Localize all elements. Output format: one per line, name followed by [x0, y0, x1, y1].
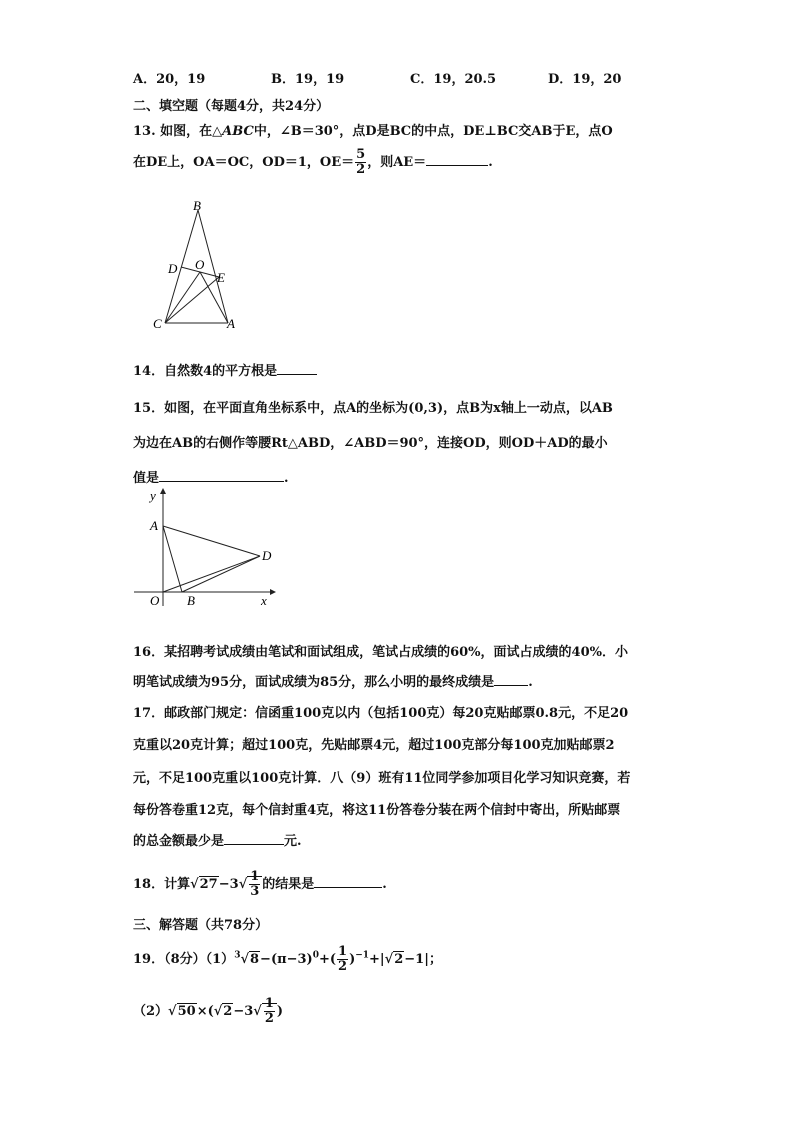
label-x: x: [261, 593, 267, 608]
q16-line2-text: 明笔试成绩为95分，面试成绩为85分，那么小明的最终成绩是: [133, 675, 495, 690]
label-o: O: [195, 257, 205, 272]
q15-answer-blank[interactable]: [159, 469, 284, 482]
q17-line1: 17．邮政部门规定：信函重100克以内（包括100克）每20克贴邮票0.8元，不足20: [133, 706, 629, 721]
q14-text: 14．自然数4的平方根是: [133, 364, 278, 379]
q13-line2-text: 在DE上，OA＝OC，OD＝1，OE＝: [133, 155, 355, 170]
q16-line1: 16．某招聘考试成绩由笔试和面试组成，笔试占成绩的60%，面试占成绩的40%．小: [133, 645, 628, 660]
q15-line1: 15．如图，在平面直角坐标系中，点A的坐标为(0,3)，点B为x轴上一动点，以AB: [133, 401, 613, 416]
label-b: B: [193, 198, 201, 213]
q18-sqrt27: √27: [190, 877, 218, 892]
q19-sqrt50: √50: [168, 1004, 196, 1019]
q19-minus3b: −3: [233, 1004, 254, 1019]
option-c: C．19，20.5: [410, 72, 497, 87]
q13-line2: 在DE上，OA＝OC，OD＝1，OE＝ $\frac{5}{2}$ ，则AE＝ .: [133, 147, 493, 177]
q19-frac2-num: 1: [264, 996, 274, 1011]
q19-frac2: [264, 997, 275, 1026]
q17-line5: [133, 830, 302, 849]
q19-half-num: 1: [338, 944, 348, 959]
q18-frac-den: 3: [250, 884, 260, 899]
x-axis-arrow: [270, 589, 276, 595]
option-a: A．20，19: [133, 72, 206, 87]
q13-frac-num: 5: [356, 147, 366, 162]
q19-close-paren: ): [349, 952, 356, 967]
q13-abc: ABC: [222, 124, 254, 139]
q19-sqrt-frac2: √ $\frac{1}{2}$: [253, 1003, 277, 1019]
label-d: D: [262, 548, 272, 563]
q18-fraction: [249, 870, 260, 899]
q13-text-b: 中，∠B＝30°，点D是BC的中点，DE⊥BC交AB于E，点O: [253, 124, 613, 139]
label-b: B: [187, 593, 195, 608]
q19-part1-mid: −(π−3): [260, 952, 313, 967]
q15-line3-text: 值是: [133, 471, 160, 486]
q19-part1: 19．（8分）$(1)^3√8-(\pi-3)^0+$( $\frac{1}{2}$ )$^{-1}$+|√2−1|；: [133, 944, 442, 974]
q13-fraction: [355, 148, 366, 177]
q19-times: ×(: [196, 1004, 214, 1019]
q17-line4: 每份答卷重12克，每个信封重4克，将这11份答卷分装在两个信封中寄出，所贴邮票: [133, 803, 621, 818]
q15-coordinate-figure: [130, 488, 280, 613]
q16-answer-blank[interactable]: [494, 673, 528, 686]
label-e: E: [217, 270, 225, 285]
q19-label: 19．（8分）（1）: [133, 952, 235, 967]
section-2-heading: 二、填空题（每题4分，共24分）: [133, 99, 330, 114]
q18-minus3: −3: [218, 877, 239, 892]
q13-line2-end: ，则AE＝: [367, 155, 427, 170]
q18-sqrt-frac-body: [247, 869, 262, 899]
q14-answer-blank[interactable]: [277, 362, 317, 375]
q14: [133, 360, 317, 379]
q19-abs-minus: −1: [404, 952, 425, 967]
q19-cube-index: 3: [234, 950, 241, 961]
label-a: A: [227, 316, 235, 331]
q19-cube-radicand: 8: [250, 952, 260, 967]
q18-suffix: 的结果是: [262, 877, 315, 892]
option-b: B．19，19: [271, 72, 345, 87]
q19-plus: +(: [318, 952, 337, 967]
label-y: y: [150, 488, 156, 503]
q19-semicolon: ；: [428, 952, 442, 967]
label-c: C: [153, 316, 162, 331]
label-d: D: [168, 261, 178, 276]
q15-line3: 值是 .: [133, 471, 289, 486]
q18-answer-blank[interactable]: [314, 875, 382, 888]
segment-ad: [163, 526, 260, 556]
q19-sqrt-frac2-body: [262, 996, 277, 1026]
q18-frac-num: 1: [250, 869, 260, 884]
q13-text-a: 如图，在△: [160, 124, 223, 139]
section-3-heading: 三、解答题（共78分）: [133, 918, 269, 933]
q19-cube-root: √8: [240, 952, 260, 967]
label-o: O: [150, 593, 160, 608]
segment-od: [163, 556, 260, 592]
q19-sqrt50-radicand: 50: [177, 1004, 196, 1019]
q13-triangle-figure: [150, 198, 245, 333]
q17-line3: 元，不足100克重以100克计算．八（9）班有11位同学参加项目化学习知识竞赛，若: [133, 771, 631, 786]
q18-sqrt-frac: √ $\frac{1}{3}$: [239, 876, 263, 892]
q17-line5-text: 的总金额最少是: [133, 834, 225, 849]
q18: 18．计算√27−3√ $\frac{1}{3}$ 的结果是 .: [133, 869, 387, 899]
q13-answer-blank[interactable]: [426, 153, 488, 166]
q19-exp0: 0: [312, 950, 319, 961]
q19-sqrt2: √2: [213, 1004, 233, 1019]
q19-half: [337, 945, 348, 974]
option-d: D．19，20: [548, 72, 622, 87]
q19-abs-radicand: 2: [394, 952, 404, 967]
q19-exp-neg1: −1: [355, 950, 370, 961]
q19-sqrt2-radicand: 2: [223, 1004, 233, 1019]
q17-line2: 克重以20克计算；超过100克，先贴邮票4元，超过100克部分每100克加贴邮票2: [133, 738, 615, 753]
q19-frac2-den: 2: [264, 1011, 274, 1026]
q18-prefix: 18．计算: [133, 877, 191, 892]
segment-bd: [182, 556, 260, 592]
q13-frac-den: 2: [356, 162, 366, 177]
q19-half-den: 2: [338, 959, 348, 974]
q16-line2: 明笔试成绩为95分，面试成绩为85分，那么小明的最终成绩是 .: [133, 675, 533, 690]
label-a: A: [150, 518, 158, 533]
q13-line1: [133, 120, 613, 139]
y-axis-arrow: [160, 488, 166, 494]
q18-sqrt27-radicand: 27: [199, 877, 218, 892]
q13-number: 13.: [133, 124, 161, 139]
q19-part2: [133, 997, 283, 1026]
q15-line2: 为边在AB的右侧作等腰Rt△ABD，∠ABD＝90°，连接OD，则OD＋AD的最小: [133, 436, 608, 451]
q17-answer-blank[interactable]: [224, 832, 284, 845]
q19-close: ): [276, 1004, 284, 1019]
q17-line5-end: 元.: [284, 834, 302, 849]
q19-label2: （2）: [133, 1004, 169, 1019]
segment-ab: [163, 526, 182, 592]
